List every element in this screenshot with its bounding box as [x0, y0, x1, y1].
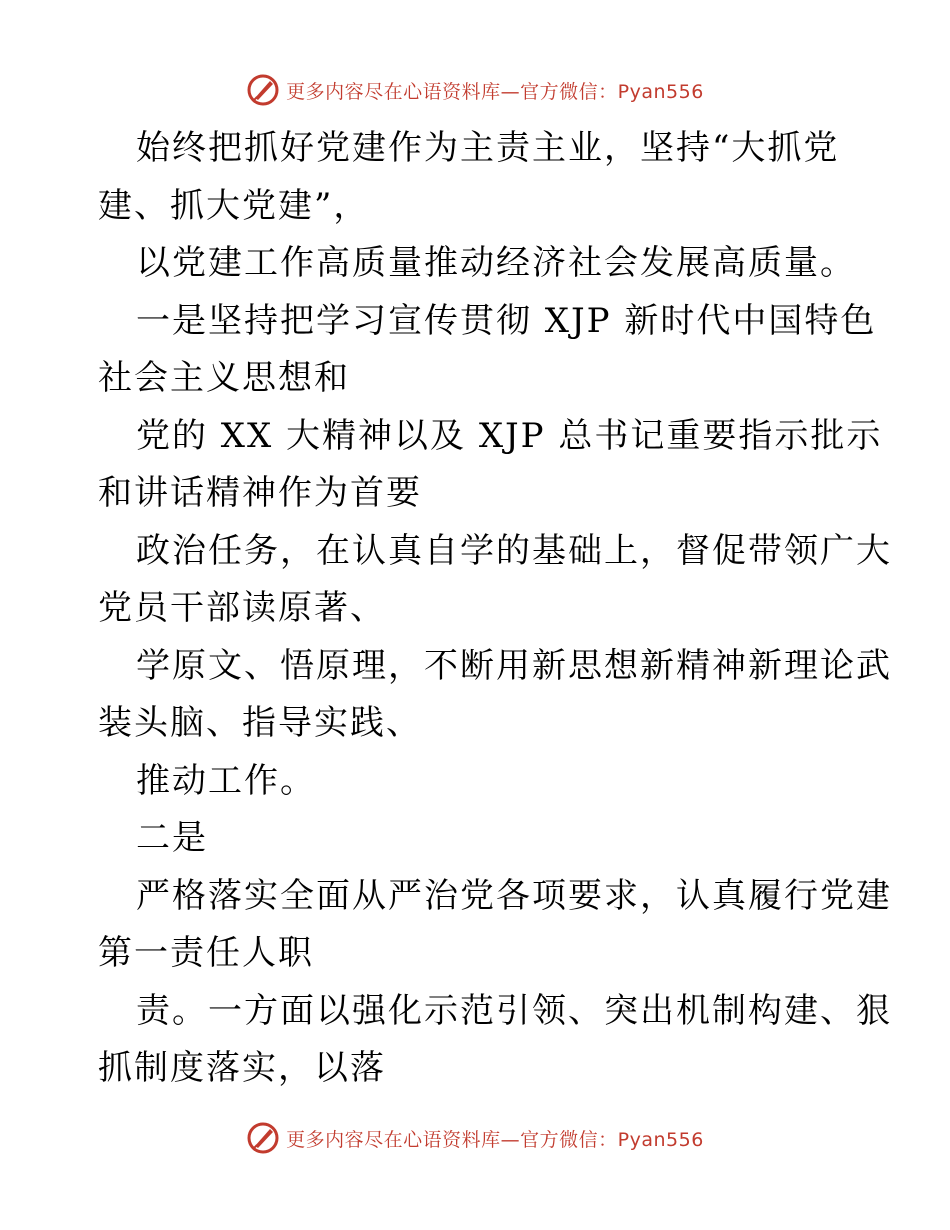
paragraph-line: 抓制度落实，以落	[98, 1048, 386, 1088]
document-body	[98, 120, 892, 1098]
paragraph-line: 推动工作。	[136, 760, 316, 801]
paragraph-line: 社会主义思想和	[98, 358, 350, 398]
paragraph-line: 学原文、悟原理，不断用新思想新精神新理论武	[136, 645, 892, 686]
paragraph-line: 严格落实全面从严治党各项要求，认真履行党建	[136, 875, 892, 916]
quill-seal-icon	[246, 1121, 280, 1155]
paragraph-line: 政治任务，在认真自学的基础上，督促带领广大	[136, 530, 892, 571]
footer-banner-text: 更多内容尽在心语资料库—官方微信：Pyan556	[286, 1128, 704, 1151]
paragraph-line: 党员干部读原著、	[98, 588, 386, 628]
paragraph-line: 党的 XX 大精神以及 XJP 总书记重要指示批示	[136, 415, 883, 456]
quill-seal-icon	[246, 73, 280, 107]
paragraph-line: 第一责任人职	[98, 933, 314, 973]
paragraph-line: 责。一方面以强化示范引领、突出机制构建、狠	[136, 990, 892, 1031]
header-banner	[0, 70, 950, 110]
paragraph-line: 一是坚持把学习宣传贯彻 XJP 新时代中国特色	[136, 300, 877, 341]
header-banner-text: 更多内容尽在心语资料库—官方微信：Pyan556	[286, 80, 704, 103]
footer-banner	[0, 1118, 950, 1158]
paragraph-line: 建、抓大党建”，	[98, 185, 370, 226]
paragraph-line: 以党建工作高质量推动经济社会发展高质量。	[136, 243, 856, 283]
paragraph-line: 二是	[136, 818, 208, 858]
paragraph-line: 装头脑、指导实践、	[98, 703, 422, 743]
paragraph-line: 和讲话精神作为首要	[98, 473, 422, 513]
paragraph-line: 始终把抓好党建作为主责主业，坚持“大抓党	[136, 128, 840, 168]
